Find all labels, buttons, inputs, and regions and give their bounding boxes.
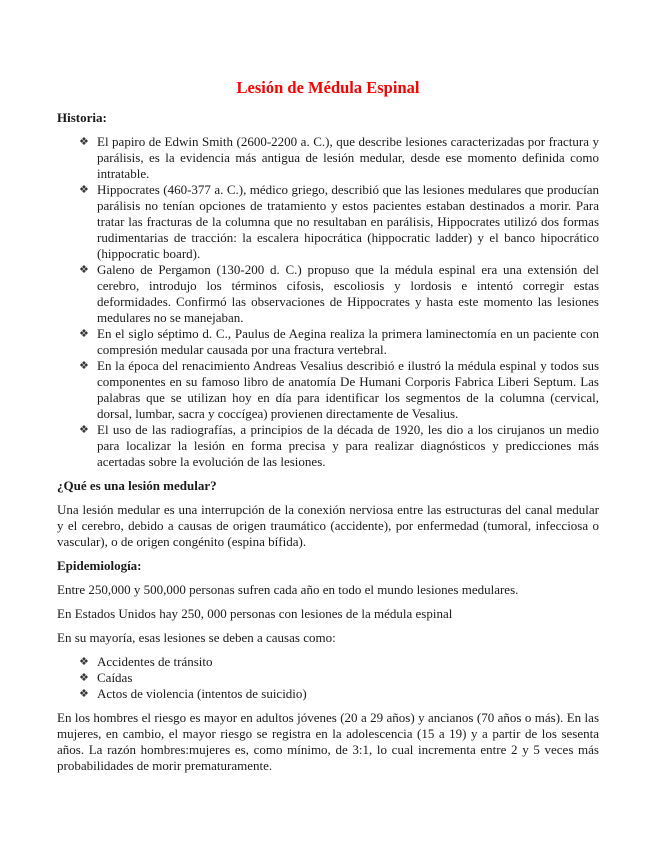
diamond-bullet-icon: ❖ bbox=[79, 656, 89, 668]
list-item-text: Galeno de Pergamon (130-200 d. C.) propuso que la médula espinal era una extensión del cerebro, introdujo los términos cifosis, escoliosis y lordosis e intentó corregir estas deformidades. Confirmó las observaciones de Hippocrates y hasta este momento las lesiones medulares no se manejaban. bbox=[97, 262, 599, 325]
list-item bbox=[79, 670, 599, 686]
epidemiologia-paragraph-1: Entre 250,000 y 500,000 personas sufren cada año en todo el mundo lesiones medulares. bbox=[57, 582, 519, 597]
list-item-text: Hippocrates (460-377 a. C.), médico griego, describió que las lesiones medulares que producían parálisis no tenían opciones de tratamiento y estos pacientes estaban destinados a morir. Para tratar las fracturas de la columna que no resultaban en parálisis, Hippocrates utilizó dos formas rudimentarias de tracción: la escalera hipocrática (hippocratic ladder) y el banco hipocrático (hippocratic board). bbox=[97, 182, 599, 261]
causes-list bbox=[57, 654, 599, 702]
list-item bbox=[79, 686, 599, 702]
historia-heading: Historia: bbox=[57, 110, 107, 125]
epidemiologia-paragraph-3: En su mayoría, esas lesiones se deben a causas como: bbox=[57, 630, 336, 645]
list-item bbox=[79, 358, 599, 422]
list-item bbox=[79, 422, 599, 470]
list-item bbox=[79, 654, 599, 670]
diamond-bullet-icon: ❖ bbox=[79, 136, 89, 148]
diamond-bullet-icon: ❖ bbox=[79, 264, 89, 276]
list-item bbox=[79, 326, 599, 358]
list-item bbox=[79, 182, 599, 262]
que-es-heading: ¿Qué es una lesión medular? bbox=[57, 478, 217, 493]
document-title: Lesión de Médula Espinal bbox=[236, 78, 420, 97]
list-item-text: Actos de violencia (intentos de suicidio) bbox=[97, 686, 307, 701]
diamond-bullet-icon: ❖ bbox=[79, 688, 89, 700]
diamond-bullet-icon: ❖ bbox=[79, 360, 89, 372]
diamond-bullet-icon: ❖ bbox=[79, 328, 89, 340]
que-es-paragraph: Una lesión medular es una interrupción de la conexión nerviosa entre las estructuras del canal medular y el cerebro, debido a causas de origen traumático (accidente), por enfermedad (tumoral, infecciosa o vascular), o de origen congénito (espina bífida). bbox=[57, 502, 599, 549]
list-item-text: Caídas bbox=[97, 670, 133, 685]
diamond-bullet-icon: ❖ bbox=[79, 184, 89, 196]
list-item-text: Accidentes de tránsito bbox=[97, 654, 213, 669]
list-item bbox=[79, 134, 599, 182]
list-item-text: El papiro de Edwin Smith (2600-2200 a. C.), que describe lesiones caracterizadas por fractura y parálisis, es la evidencia más antigua de lesión medular, desde ese momento definida como intratable. bbox=[97, 134, 599, 181]
diamond-bullet-icon: ❖ bbox=[79, 672, 89, 684]
list-item-text: En el siglo séptimo d. C., Paulus de Aegina realiza la primera laminectomía en un paciente con compresión medular causada por una fractura vertebral. bbox=[97, 326, 599, 357]
list-item-text: En la época del renacimiento Andreas Vesalius describió e ilustró la médula espinal y todos sus componentes en su famoso libro de anatomía De Humani Corporis Fabrica Liberi Septum. Las palabras que se utilizan hoy en día para identificar los segmentos de la columna (cervical, dorsal, lumbar, sacra y coccígea) provienen directamente de Vesalius. bbox=[97, 358, 599, 421]
historia-list bbox=[57, 134, 599, 470]
diamond-bullet-icon: ❖ bbox=[79, 424, 89, 436]
list-item bbox=[79, 262, 599, 326]
epidemiologia-paragraph-4: En los hombres el riesgo es mayor en adultos jóvenes (20 a 29 años) y ancianos (70 años o más). En las mujeres, en cambio, el mayor riesgo se registra en la adolescencia (15 a 19) y a partir de los sesenta años. La razón hombres:mujeres es, como mínimo, de 3:1, lo cual incrementa entre 2 y 5 veces más probabilidades de morir prematuramente. bbox=[57, 710, 599, 773]
document-page bbox=[57, 78, 599, 782]
epidemiologia-heading: Epidemiología: bbox=[57, 558, 142, 573]
list-item-text: El uso de las radiografías, a principios de la década de 1920, les dio a los cirujanos un medio para localizar la lesión en forma precisa y para realizar diagnósticos y predicciones más acertadas sobre la evolución de las lesiones. bbox=[97, 422, 599, 469]
epidemiologia-paragraph-2: En Estados Unidos hay 250, 000 personas con lesiones de la médula espinal bbox=[57, 606, 453, 621]
